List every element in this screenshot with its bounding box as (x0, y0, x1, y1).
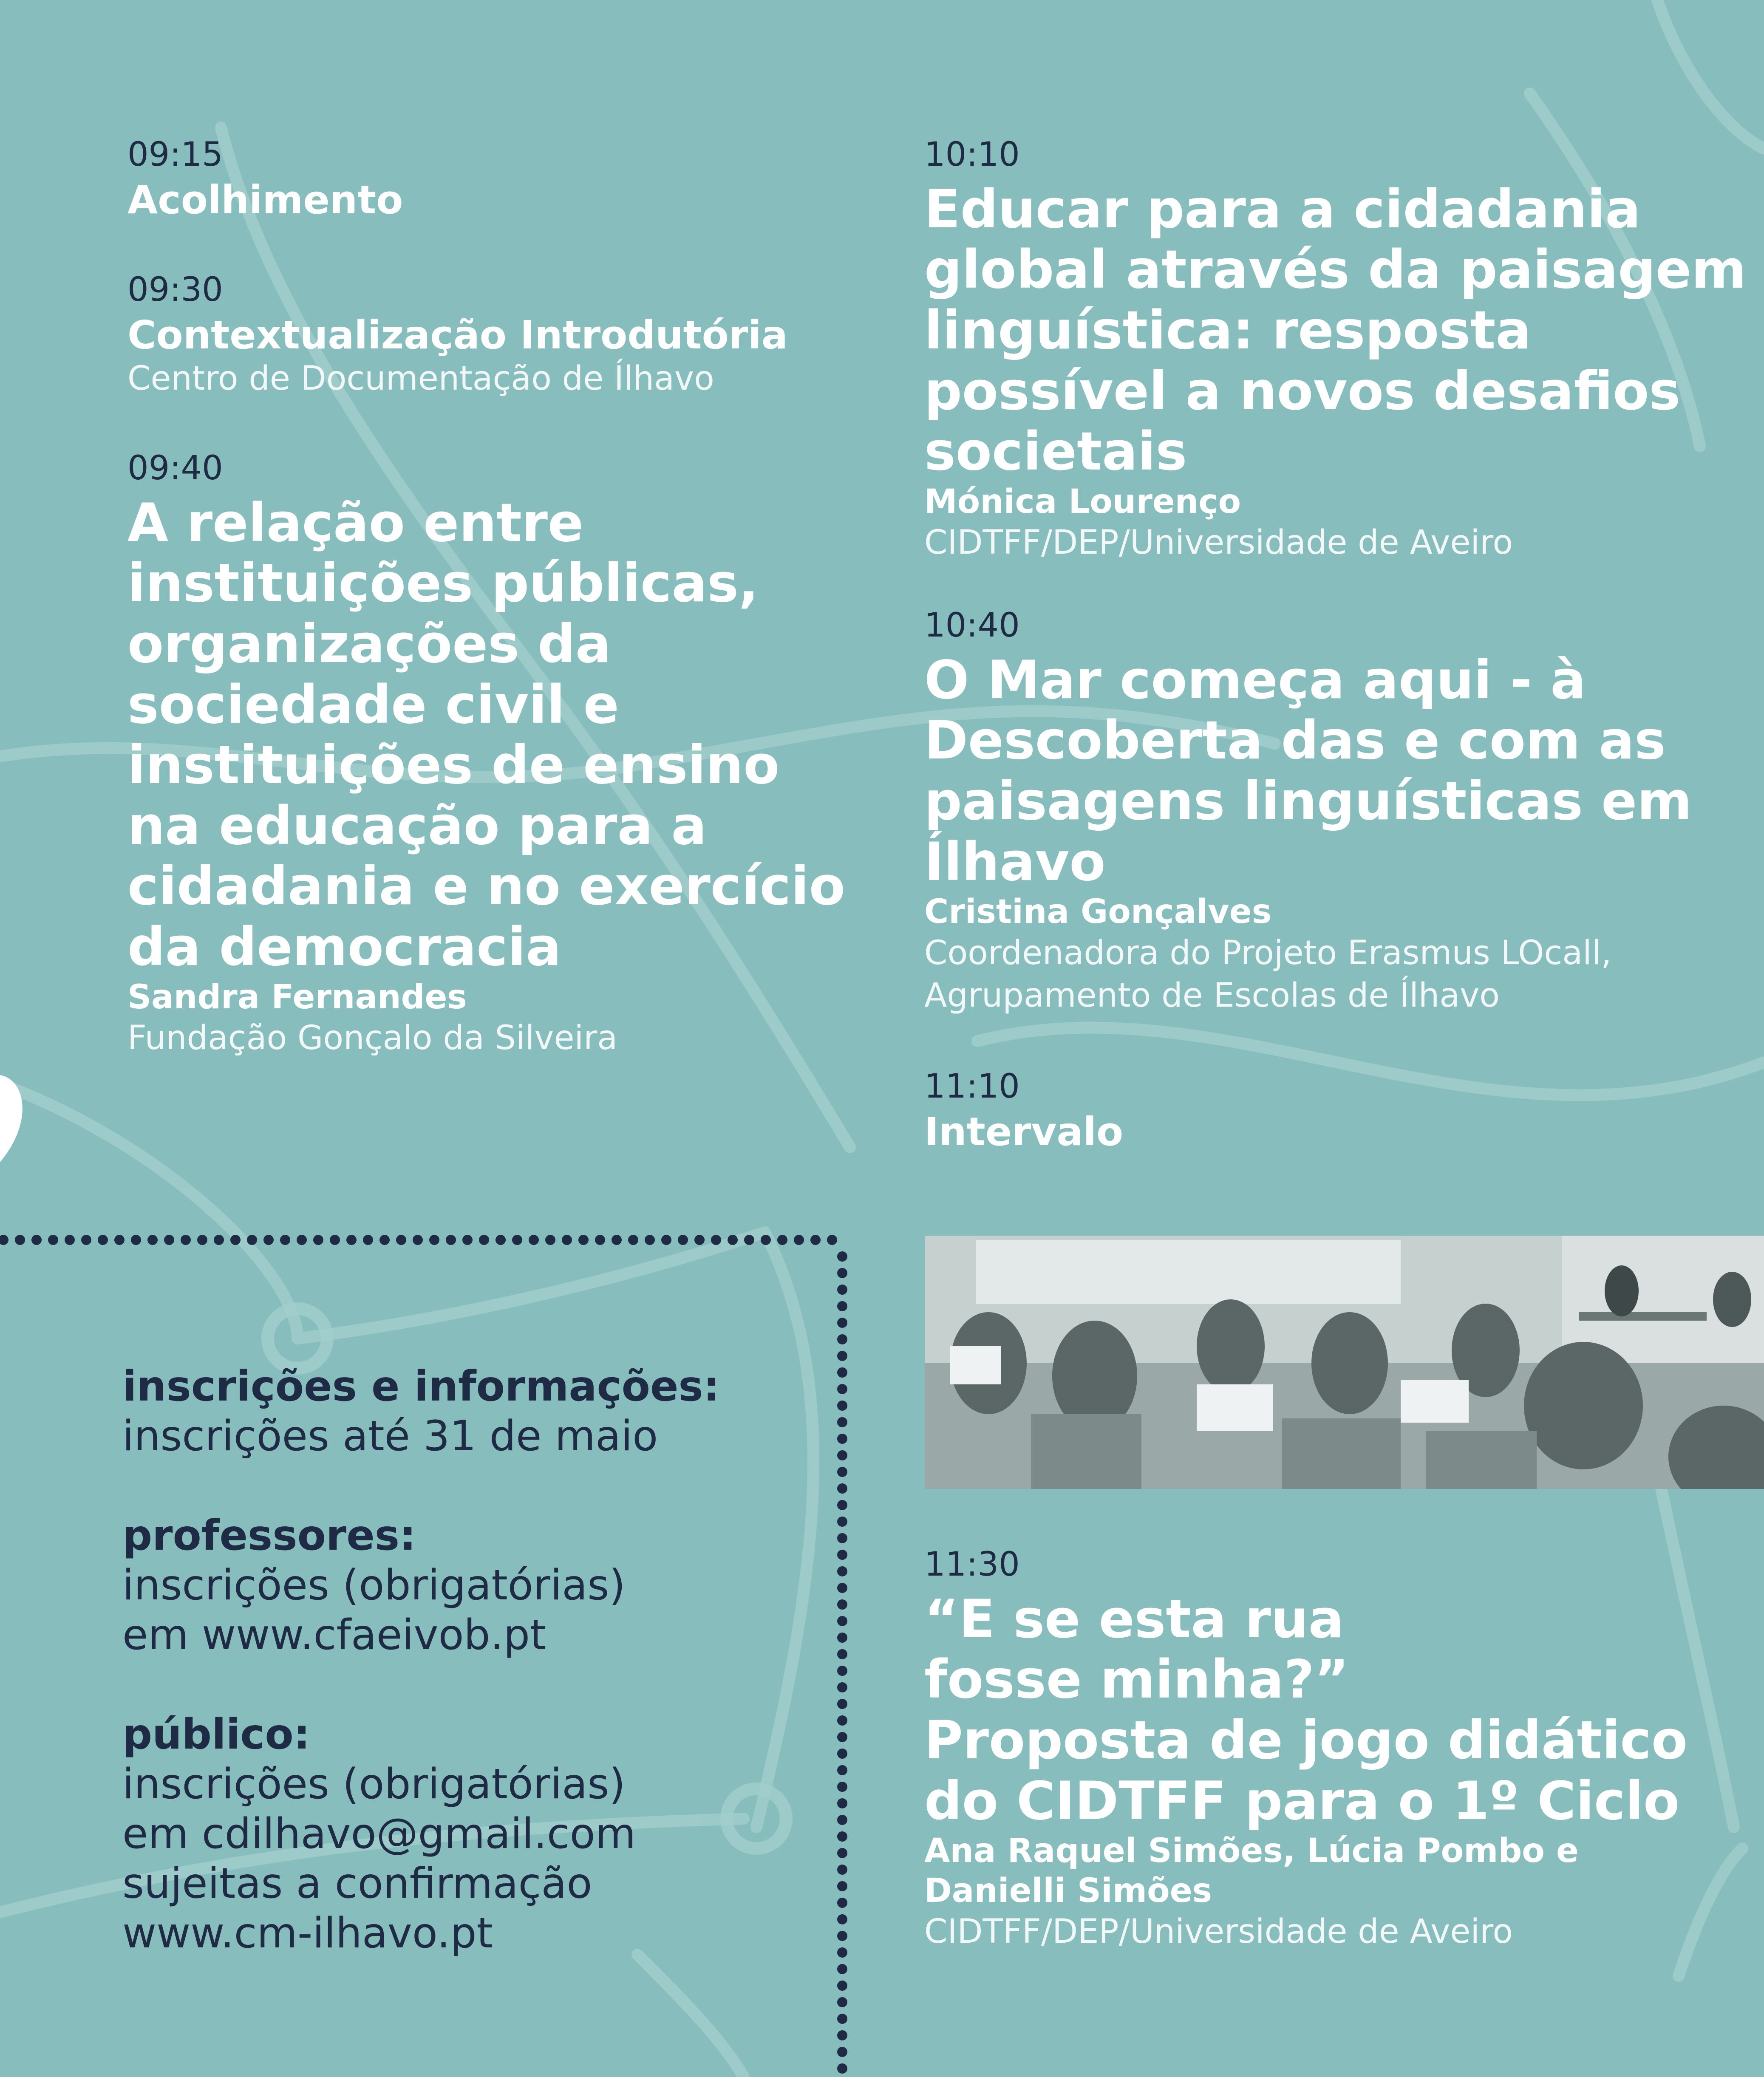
session-time: 09:30 (127, 271, 223, 309)
public-heading: público: (122, 1710, 310, 1759)
session-speaker: Ana Raquel Simões, Lúcia Pombo e Danielli Simões (924, 1832, 1579, 1910)
session-affiliation: CIDTFF/DEP/Universidade de Aveiro (924, 523, 1513, 562)
session-1110 (924, 1069, 1123, 1155)
teachers-heading: professores: (122, 1511, 416, 1560)
teachers-link[interactable]: em www.cfaeivob.pt (122, 1611, 546, 1659)
session-title: Acolhimento (127, 177, 403, 223)
session-time: 10:40 (924, 606, 1020, 645)
session-affiliation: Centro de Documentação de Ílhavo (127, 359, 714, 398)
session-0915 (127, 137, 403, 223)
session-speaker: Sandra Fernandes (127, 978, 467, 1016)
public-website-link[interactable]: www.cm-ilhavo.pt (122, 1909, 493, 1958)
session-title: Educar para a cidadania global através da paisagem linguística: resposta possível a novos desafios societais (924, 178, 1747, 483)
session-1040 (924, 608, 1692, 1017)
session-1130 (924, 1547, 1688, 1953)
session-affiliation: Fundação Gonçalo da Silveira (127, 1019, 618, 1058)
session-speaker: Cristina Gonçalves (924, 893, 1272, 931)
session-affiliation: Coordenadora do Projeto Erasmus LOcall, Agrupamento de Escolas de Ílhavo (924, 934, 1612, 1015)
registration-heading: inscrições e informações: (122, 1362, 720, 1411)
session-0930 (127, 272, 788, 400)
session-time: 09:15 (127, 136, 223, 174)
public-line: inscrições (obrigatórias) (122, 1760, 626, 1808)
registration-deadline: inscrições até 31 de maio (122, 1412, 658, 1460)
session-title: Intervalo (924, 1109, 1124, 1155)
session-time: 10:10 (924, 136, 1020, 174)
teachers-line: inscrições (obrigatórias) (122, 1561, 626, 1610)
registration-info (122, 1362, 720, 1958)
public-line: sujeitas a confirmação (122, 1859, 592, 1908)
session-time: 09:40 (127, 449, 223, 487)
session-0940 (127, 450, 845, 1060)
session-title: A relação entre instituições públicas, organizações da sociedade civil e instituições de ensino na educação para a cidadania e no exercício da democracia (127, 492, 845, 978)
session-title: “E se esta rua fosse minha?” Proposta de jogo didático do CIDTFF para o 1º Ciclo (924, 1588, 1688, 1832)
session-speaker: Mónica Lourenço (924, 482, 1241, 521)
session-time: 11:30 (924, 1545, 1020, 1584)
session-affiliation: CIDTFF/DEP/Universidade de Aveiro (924, 1913, 1513, 1951)
session-title: O Mar começa aqui - à Descoberta das e com as paisagens linguísticas em Ílhavo (924, 649, 1692, 893)
session-title: Contextualização Introdutória (127, 312, 788, 358)
public-email[interactable]: em cdilhavo@gmail.com (122, 1810, 636, 1858)
session-1010 (924, 137, 1746, 564)
session-time: 11:10 (924, 1067, 1020, 1106)
audience-photo (925, 1236, 1764, 1489)
